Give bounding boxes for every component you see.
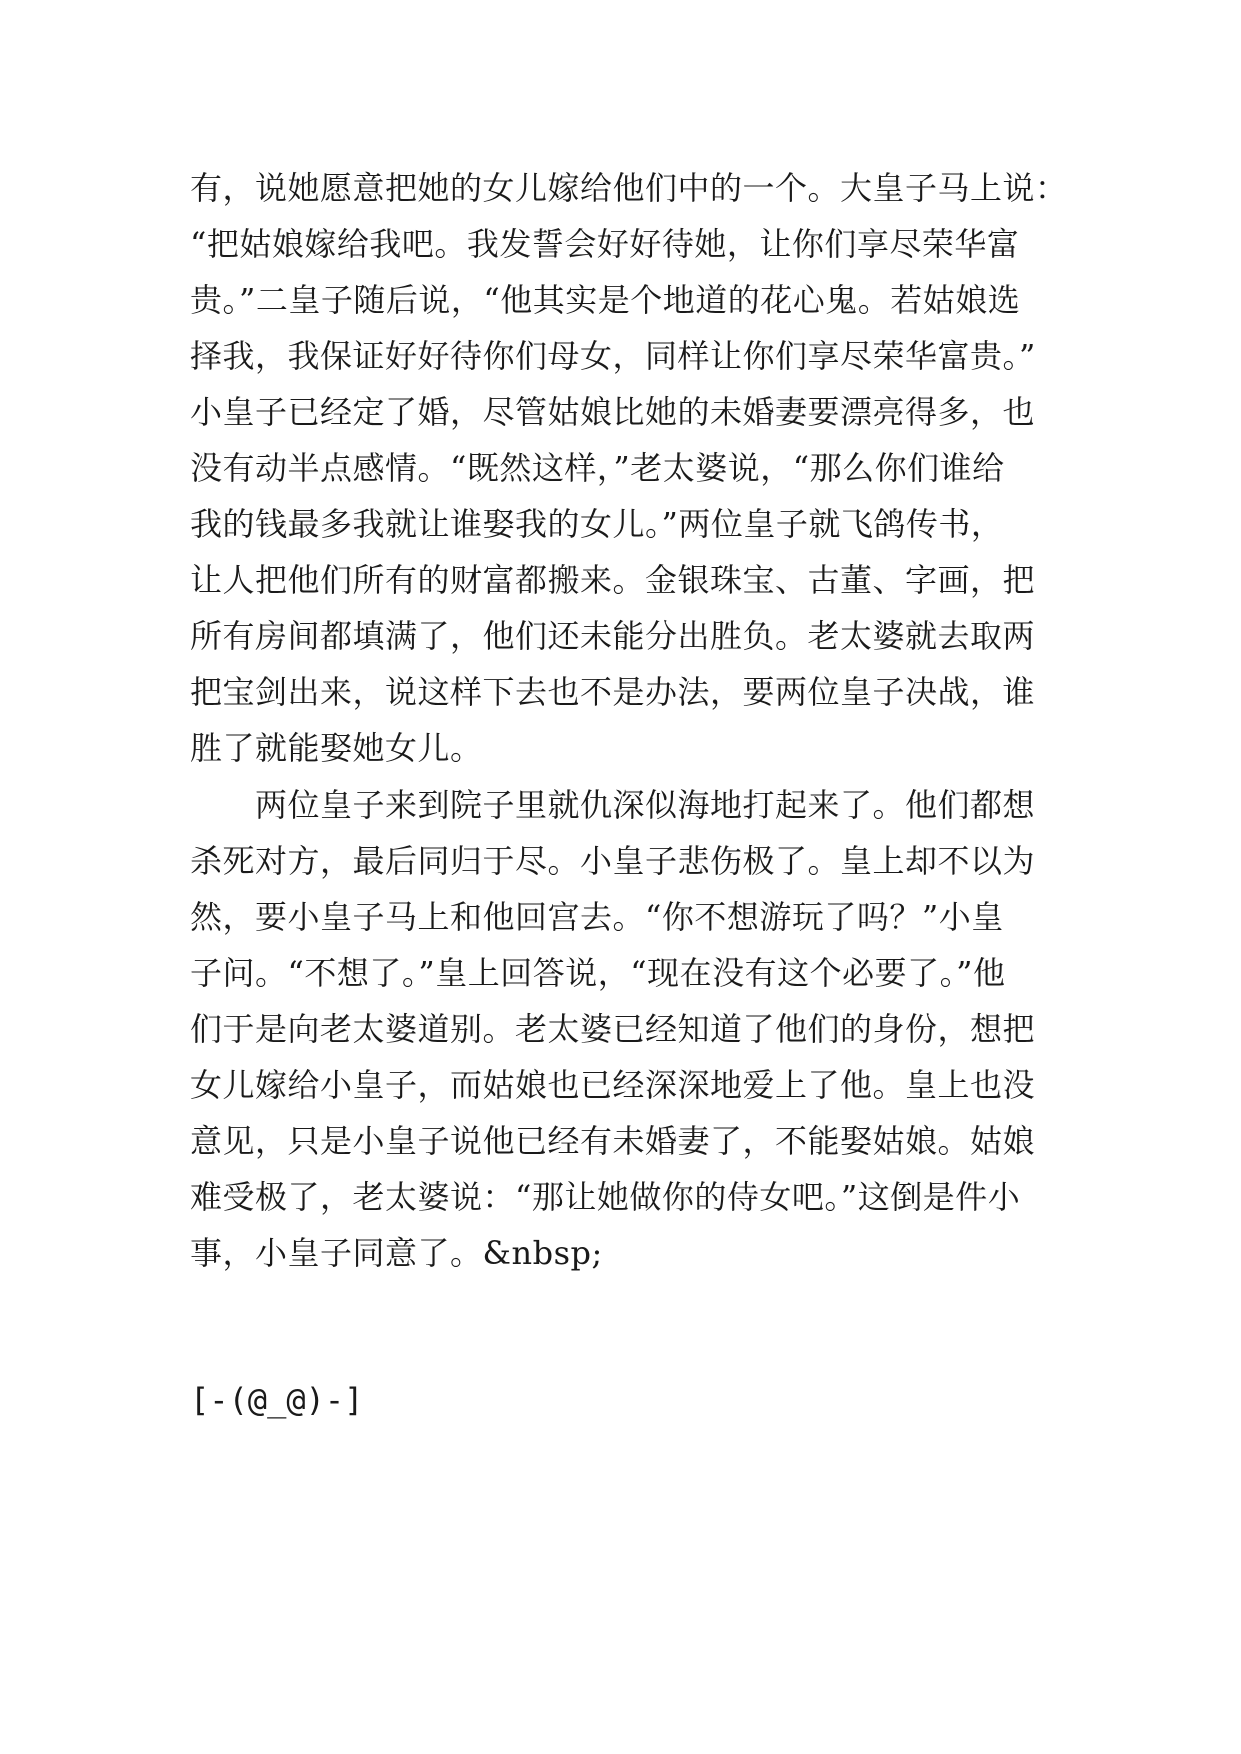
- text-line: 然，要小皇子马上和他回宫去。“你不想游玩了吗？”小皇: [190, 898, 1004, 936]
- text-line: 择我，我保证好好待你们母女，同样让你们享尽荣华富贵。”: [190, 337, 1036, 375]
- text-line: 小皇子已经定了婚，尽管姑娘比她的未婚妻要漂亮得多，也: [190, 393, 1036, 431]
- text-line: 杀死对方，最后同归于尽。小皇子悲伤极了。皇上却不以为: [190, 842, 1036, 880]
- text-line: 事，小皇子同意了。&nbsp;: [190, 1234, 603, 1272]
- footer-emoticon: [-(@_@)-]: [190, 1381, 364, 1419]
- text-line: 我的钱最多我就让谁娶我的女儿。”两位皇子就飞鸽传书，: [190, 505, 1004, 543]
- text-line: 女儿嫁给小皇子，而姑娘也已经深深地爱上了他。皇上也没: [190, 1066, 1036, 1104]
- text-line: “把姑娘嫁给我吧。我发誓会好好待她，让你们享尽荣华富: [190, 225, 1020, 263]
- text-line: 胜了就能娶她女儿。: [190, 729, 483, 767]
- story-paragraph-1: [190, 160, 1068, 776]
- text-line: 没有动半点感情。“既然这样，”老太婆说，“那么你们谁给: [190, 449, 1005, 487]
- text-line: 两位皇子来到院子里就仇深似海地打起来了。他们都想: [190, 786, 1036, 824]
- story-paragraph-2: [190, 777, 1060, 1281]
- text-line: 让人把他们所有的财富都搬来。金银珠宝、古董、字画，把: [190, 561, 1036, 599]
- text-line: 有，说她愿意把她的女儿嫁给他们中的一个。大皇子马上说：: [190, 169, 1068, 207]
- text-line: 难受极了，老太婆说：“那让她做你的侍女吧。”这倒是件小: [190, 1178, 1021, 1216]
- text-line: 意见，只是小皇子说他已经有未婚妻了，不能娶姑娘。姑娘: [190, 1122, 1036, 1160]
- text-line: 贵。”二皇子随后说，“他其实是个地道的花心鬼。若姑娘选: [190, 281, 1021, 319]
- text-line: 们于是向老太婆道别。老太婆已经知道了他们的身份，想把: [190, 1010, 1036, 1048]
- text-line: 子问。“不想了。”皇上回答说，“现在没有这个必要了。”他: [190, 954, 1006, 992]
- text-line: 所有房间都填满了，他们还未能分出胜负。老太婆就去取两: [190, 617, 1036, 655]
- text-line: 把宝剑出来，说这样下去也不是办法，要两位皇子决战，谁: [190, 673, 1036, 711]
